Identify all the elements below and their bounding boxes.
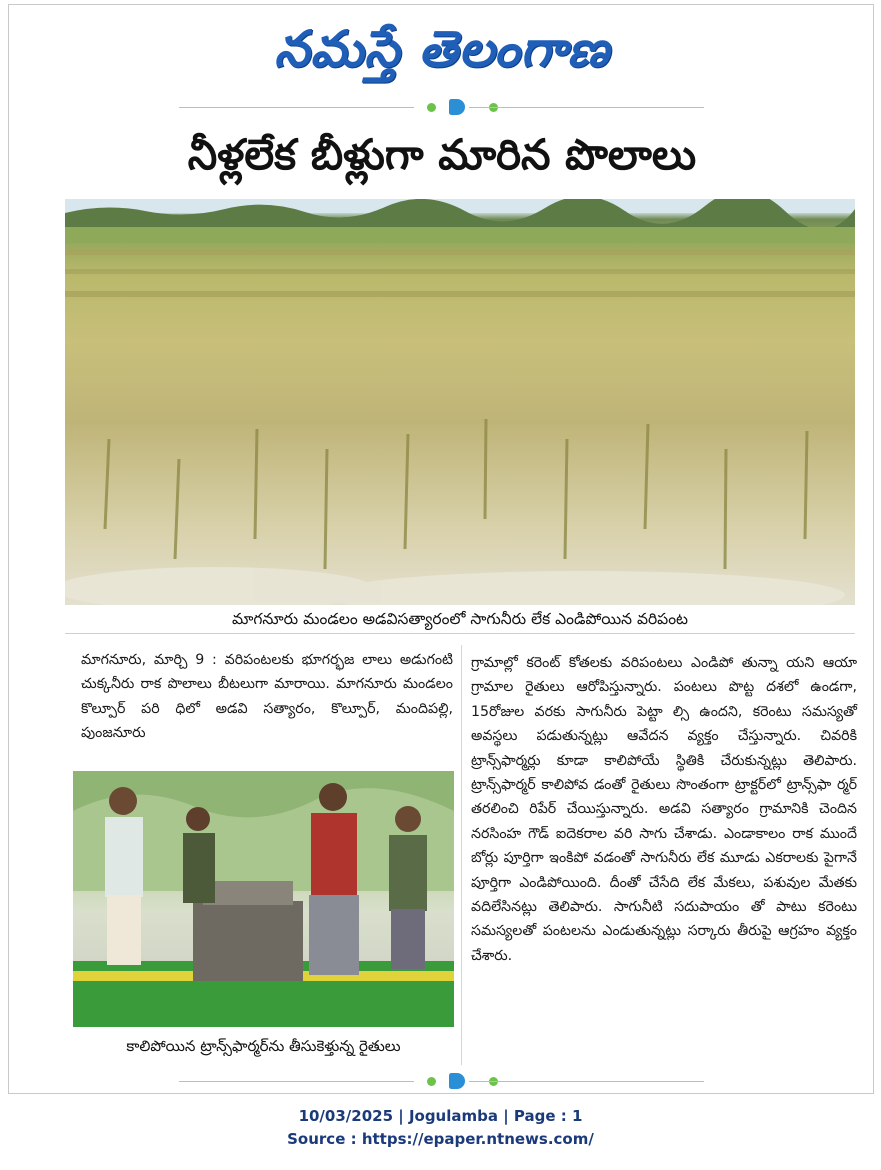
top-ornament (179, 101, 704, 115)
article-body-right: గ్రామాల్లో కరెంట్ కోతలకు వరిపంటలు ఎండిపో తున్నా యని ఆయా గ్రామాల రైతులు ఆరోపిస్తున్నారు. పంటలు పొట్ట దశలో ఉండగా, 15రోజుల వరకు సాగునీరు పెట్టా ల్సి ఉందని, కరెంటు సమస్యతో అవస్థలు పడుతున్నట్లు ఆవేదన వ్యక్తం చేస్తున్నారు. చివరికి ట్రాన్స్‌ఫార్మర్లు కూడా కాలిపోయే స్థితికి చేరుకున్నట్లు తెలిపారు. ట్రాన్స్‌ఫార్మర్ కాలిపోవ డంతో రైతులు సొంతంగా ట్రాక్టర్‌లో ట్రాన్స్‌ఫా ర్మర్ తరలించి రిపేర్ చేయిస్తున్నారు. అడవి సత్యారం గ్రామానికి చెందిన నరసింహ గౌడ్ ఐదెకరాల వరి సాగు చేశాడు. ఎండాకాలం రాక ముందే బోర్లు పూర్తిగా ఇంకిపో వడంతో సాగునీరు లేక మూడు ఎకరాలకు పైగానే పూర్తిగా ఎండిపోయింది. దీంతో చేసేది లేక మేకలు, పశువుల మేతకు వదిలేసినట్లు తెలిపారు. సాగునీటి సదుపాయం తో పాటు కరెంటు సమస్యలతో పంటలను ఎండుతున్నట్లు సర్కారు తీరుపై ఆగ్రహం వ్యక్తం చేశారు. (471, 655, 857, 964)
source-info: Source : https://epaper.ntnews.com/ (287, 1130, 594, 1148)
small-photo-caption: కాలిపోయిన ట్రాన్స్‌ఫార్మర్‌ను తీసుకెళ్తున్న రైతులు (126, 1037, 401, 1055)
column-divider (461, 645, 462, 1065)
farmers-transformer-photo (73, 771, 454, 1027)
dried-paddy-field-photo (65, 199, 855, 605)
newspaper-masthead: నమస్తే తెలంగాణ (274, 20, 610, 78)
article-headline: నీళ్లలేక బీళ్లుగా మారిన పొలాలు (187, 130, 697, 179)
edition-info: 10/03/2025 | Jogulamba | Page : 1 (298, 1107, 583, 1125)
bottom-ornament (179, 1075, 704, 1089)
newspaper-clipping (8, 4, 874, 1094)
article-body-left: మాగనూరు, మార్చి 9 : వరిపంటలకు భూగర్భజ లాలు అడుగంటి చుక్కనీరు రాక పొలాలు బీటలుగా మారాయి. మాగనూరు మండలం కొల్పూర్ పరి ధిలో అడవి సత్యారం, కొల్పూర్, మందిపల్లి, పుంజనూరు (81, 652, 453, 742)
main-photo-caption-text: మాగనూరు మండలం అడవిసత్యారంలో సాగునీరు లేక ఎండిపోయిన వరిపంట (231, 610, 689, 628)
main-photo-caption (65, 608, 855, 630)
